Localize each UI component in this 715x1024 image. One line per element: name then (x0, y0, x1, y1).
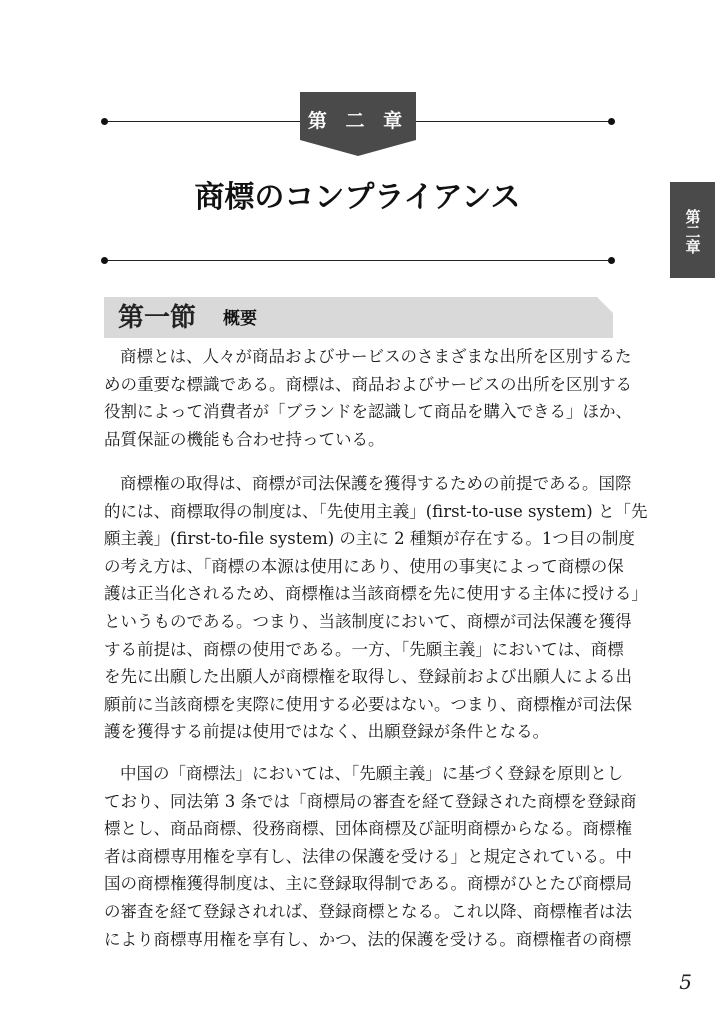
text-line: 護は正当化されるため、商標権は当該商標を先に使用する主体に授ける」 (104, 584, 648, 604)
rule-end-dot (101, 257, 108, 264)
side-chapter-tab (670, 182, 715, 278)
text-line: 商標とは、人々が商品およびサービスのさまざまな出所を区別するた (120, 347, 632, 366)
rule-end-dot (608, 257, 615, 264)
section-number: 第一節 (118, 303, 197, 333)
text-line: 願主義」(first-to-file system) の主に 2 種類が存在する。1つ目の制度 (104, 529, 635, 549)
paragraph (104, 760, 637, 953)
text-line: 中国の「商標法」においては、「先願主義」に基づく登録を原則とし (120, 764, 624, 783)
rule-end-dot (101, 118, 108, 125)
chapter-title: 商標のコンプライアンス (194, 180, 521, 215)
chapter-badge (300, 92, 416, 156)
text-line: めの重要な標識である。商標は、商品およびサービスの出所を区別する (104, 374, 632, 394)
text-line: 役割によって消費者が「ブランドを認識して商品を購入できる」ほか、 (104, 402, 632, 422)
text-line: の考え方は、「商標の本源は使用にあり、使用の事実によって商標の保 (104, 556, 624, 576)
text-line: ており、同法第 3 条では「商標局の審査を経て登録された商標を登録商 (104, 791, 637, 811)
chapter-label: 第 二 章 (307, 110, 409, 132)
section-heading (104, 297, 613, 338)
text-line: 標とし、商品商標、役務商標、団体商標及び証明商標からなる。商標権 (104, 819, 632, 839)
paragraph (104, 343, 632, 453)
text-line: 国の商標権獲得制度は、主に登録取得制である。商標がひとたび商標局 (104, 874, 632, 894)
bottom-rule (104, 260, 612, 261)
text-line: 商標権の取得は、商標が司法保護を獲得するための前提である。国際 (120, 474, 632, 493)
page-number: 5 (679, 970, 692, 994)
rule-end-dot (608, 118, 615, 125)
text-line: 的には、商標取得の制度は、「先使用主義」(first-to-use system) と「先 (104, 501, 648, 521)
text-line: により商標専用権を享有し、かつ、法的保護を受ける。商標権者の商標 (104, 929, 632, 949)
paragraph (104, 470, 648, 746)
side-tab-label: 第二章 (683, 208, 702, 254)
text-line: を先に出願した出願人が商標権を取得し、登録前および出願人による出 (104, 667, 632, 687)
text-line: 品質保証の機能も合わせ持っている。 (104, 429, 385, 449)
text-line: の審査を経て登録されれば、登録商標となる。これ以降、商標権者は法 (104, 901, 632, 921)
text-line: 者は商標専用権を享有し、法律の保護を受ける」と規定されている。中 (104, 846, 632, 866)
text-line: というものである。つまり、当該制度において、商標が司法保護を獲得 (104, 611, 632, 631)
text-line: 護を獲得する前提は使用ではなく、出願登録が条件となる。 (104, 722, 550, 742)
text-line: する前提は、商標の使用である。一方、「先願主義」においては、商標 (104, 639, 624, 659)
section-name: 概要 (223, 309, 257, 329)
text-line: 願前に当該商標を実際に使用する必要はない。つまり、商標権が司法保 (104, 694, 632, 714)
